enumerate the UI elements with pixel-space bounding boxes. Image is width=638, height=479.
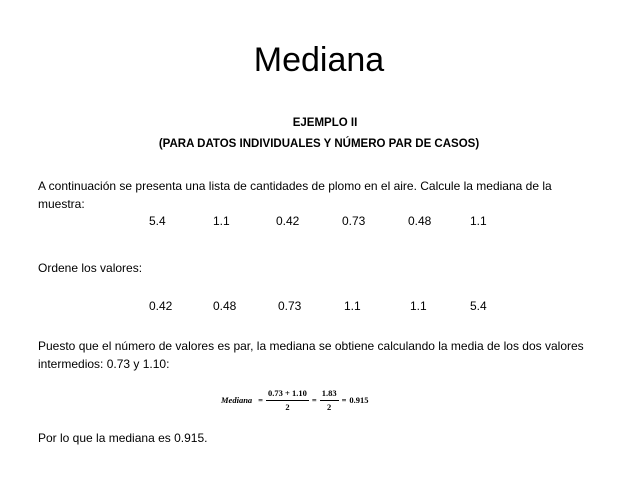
conclusion-text: Por lo que la mediana es 0.915. xyxy=(38,431,208,445)
sorted-value: 1.1 xyxy=(344,299,361,313)
sorted-values-row xyxy=(0,297,638,315)
slide-title: Mediana xyxy=(253,41,385,79)
formula-equals: = xyxy=(258,395,264,405)
sorted-value: 5.4 xyxy=(470,299,487,313)
formula-fraction-sum xyxy=(266,388,309,413)
formula-equals: = xyxy=(341,395,347,405)
sorted-value: 1.1 xyxy=(410,299,427,313)
sort-instruction: Ordene los valores: xyxy=(38,261,143,275)
fraction-numerator: 1.83 xyxy=(320,388,339,401)
original-value: 0.42 xyxy=(276,214,300,228)
formula-equals: = xyxy=(311,395,317,405)
original-value: 1.1 xyxy=(470,214,487,228)
problem-statement: A continuación se presenta una lista de cantidades de plomo en el aire. Calcule la mediana de la muestra: xyxy=(38,179,552,211)
median-formula xyxy=(221,384,369,416)
original-value: 0.73 xyxy=(342,214,366,228)
formula-result: 0.915 xyxy=(349,395,369,405)
sorted-value: 0.42 xyxy=(149,299,173,313)
example-heading: EJEMPLO II xyxy=(292,117,358,129)
fraction-denominator: 2 xyxy=(327,401,332,412)
original-value: 5.4 xyxy=(149,214,166,228)
original-value: 1.1 xyxy=(213,214,230,228)
sorted-value: 0.48 xyxy=(213,299,237,313)
formula-fraction-total xyxy=(320,388,339,413)
fraction-denominator: 2 xyxy=(285,401,290,412)
fraction-numerator: 0.73 + 1.10 xyxy=(266,388,309,401)
sorted-value: 0.73 xyxy=(278,299,302,313)
example-subheading: (PARA DATOS INDIVIDUALES Y NÚMERO PAR DE CASOS) xyxy=(158,138,480,150)
original-values-row xyxy=(0,212,638,230)
explanation-text: Puesto que el número de valores es par, la mediana se obtiene calculando la media de los dos valores intermedios: 0.73 y 1.10: xyxy=(38,339,584,371)
formula-lhs: Mediana xyxy=(221,395,253,405)
original-value: 0.48 xyxy=(408,214,432,228)
